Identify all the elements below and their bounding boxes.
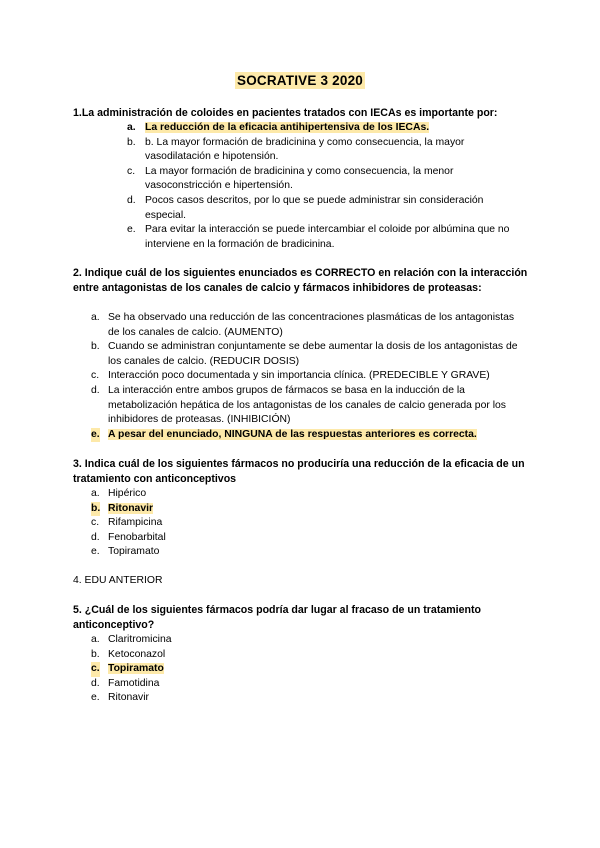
option-marker: b. [91,502,100,517]
option-marker: c. [91,662,100,677]
option-text: Pocos casos descritos, por lo que se puede administrar sin consideración especial. [145,194,484,221]
option-text: La mayor formación de bradicinina y como consecuencia, la menor vasoconstricción e hipertensión. [145,165,454,192]
q3-option-d [91,531,391,546]
option-marker: c. [91,370,100,382]
option-marker: e. [91,692,100,704]
option-marker: c. [127,165,136,177]
q2-option-a [91,311,521,340]
option-text: Claritromicina [108,634,172,645]
question-2: 2. Indique cuál de los siguientes enunciados es CORRECTO en relación con la interacción entre antagonistas de los canales de calcio y fármacos inhibidores de proteasas: [73,267,528,294]
question-4: 4. EDU ANTERIOR [73,575,163,586]
question-3-options [91,487,391,560]
option-marker: e. [91,428,100,443]
option-text: Rifampicina [108,517,163,529]
question-1: 1.La administración de coloides en pacientes tratados con IECAs es importante por: [73,107,498,119]
option-text: Famotidina [108,677,160,689]
q3-option-b [91,502,391,517]
option-text: Ketoconazol [108,648,166,660]
page-title-text: SOCRATIVE 3 2020 [237,73,363,88]
question-2-options [91,311,521,442]
option-text: Hipérico [108,488,147,499]
page-title [0,73,600,88]
option-marker: c. [91,517,100,529]
q2-option-b [91,340,521,369]
q1-option-d [127,194,527,223]
q2-option-d [91,384,521,428]
option-text: Topiramato [108,546,160,558]
question-3: 3. Indica cuál de los siguientes fármacos no produciría una reducción de la eficacia de un tratamiento con anticonceptivos [73,458,525,485]
q5-option-a [91,633,391,648]
q5-option-d [91,677,391,692]
option-marker: d. [91,677,100,689]
question-5-options [91,633,391,706]
option-text: La reducción de la eficacia antihipertensiva de los IECAs. [145,122,430,133]
q3-option-a [91,487,391,502]
option-marker: b. [127,136,136,148]
option-marker: e. [127,224,136,236]
q5-option-c [91,662,391,677]
q5-option-b [91,648,391,663]
option-text: Topiramato [108,663,164,675]
option-text: b. La mayor formación de bradicinina y como consecuencia, la mayor vasodilatación e hipotensión. [145,136,465,163]
option-text: A pesar del enunciado, NINGUNA de las respuestas anteriores es correcta. [108,428,477,440]
option-text: Fenobarbital [108,531,166,543]
option-text: Para evitar la interacción se puede intercambiar el coloide por albúmina que no interviene en la formación de bradicinina. [145,224,510,250]
option-text: Se ha observado una reducción de las concentraciones plasmáticas de los antagonistas de los canales de calcio. (AUMENTO) [108,312,515,338]
option-text: Interacción poco documentada y sin importancia clínica. (PREDECIBLE Y GRAVE) [108,370,490,382]
q3-option-c [91,516,391,531]
option-marker: b. [91,341,100,353]
q5-option-e [91,691,391,706]
question-1-options [127,121,527,252]
option-text: Ritonavir [108,502,154,514]
q2-option-c [91,369,521,384]
option-marker: a. [91,488,100,499]
option-marker: a. [91,634,100,645]
q2-option-e [91,428,521,443]
q3-option-e [91,545,391,560]
option-text: Cuando se administran conjuntamente se debe aumentar la dosis de los antagonistas de los canales de calcio. (REDUCIR DOSIS) [108,341,518,367]
option-marker: a. [127,122,136,133]
option-text: Ritonavir [108,692,149,704]
option-marker: d. [91,384,100,396]
option-marker: b. [91,648,100,660]
option-marker: d. [127,194,136,206]
option-text: La interacción entre ambos grupos de fármacos se basa en la inducción de la metabolización hepática de los antagonistas de los canales de calcio generada por los inhibidores de proteasas. (INHIBICIÓN) [108,384,506,426]
q1-option-e [127,223,527,252]
question-5: 5. ¿Cuál de los siguientes fármacos podría dar lugar al fracaso de un tratamiento anticonceptivo? [73,604,481,631]
q1-option-b [127,136,527,165]
option-marker: a. [91,312,100,323]
q1-option-a [127,121,527,136]
option-marker: e. [91,546,100,558]
option-marker: d. [91,531,100,543]
q1-option-c [127,165,527,194]
